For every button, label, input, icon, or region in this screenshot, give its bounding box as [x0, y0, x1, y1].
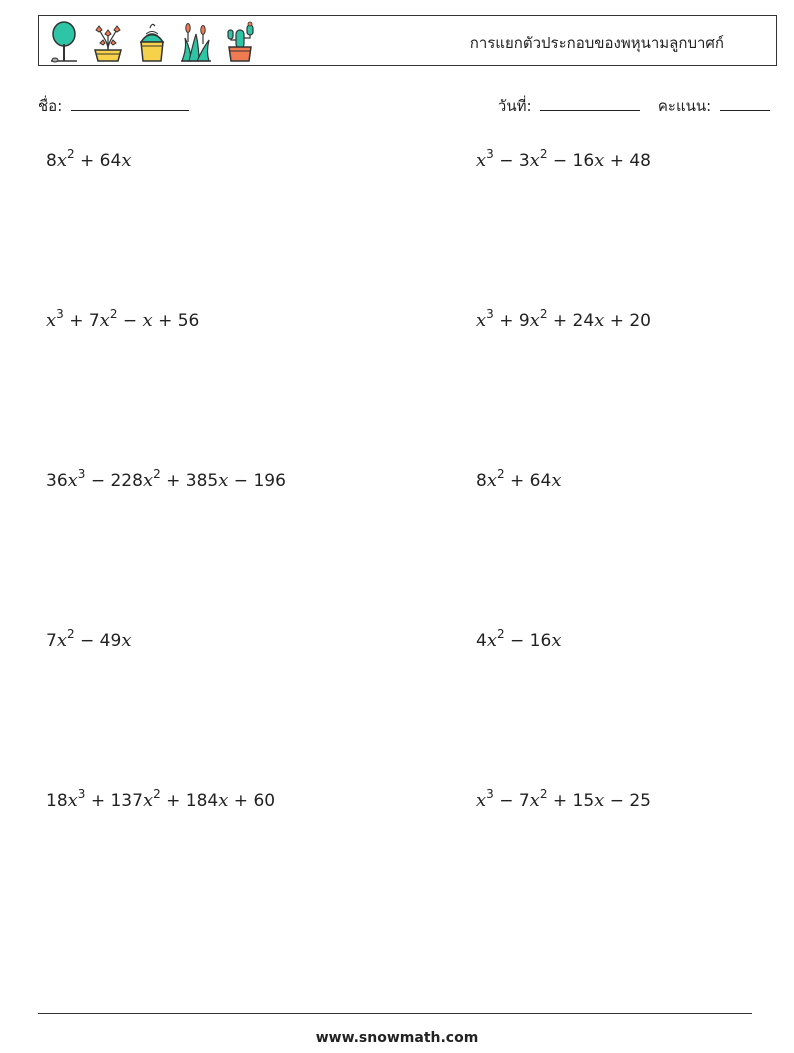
date-label: วันที่:: [497, 97, 532, 115]
math-term: 18: [46, 791, 68, 811]
math-variable: x: [529, 790, 540, 811]
math-term: 36: [46, 471, 68, 491]
math-term: − 196: [228, 471, 286, 491]
math-term: 4: [476, 631, 487, 651]
math-term: 8: [476, 471, 487, 491]
math-term: − 49: [74, 631, 122, 651]
math-variable: x: [218, 470, 229, 491]
math-term: − 16: [504, 631, 552, 651]
math-variable: x: [551, 470, 562, 491]
math-term: + 24: [547, 311, 595, 331]
problem-7: [46, 627, 132, 651]
math-variable: x: [594, 790, 605, 811]
name-field: [38, 94, 189, 118]
math-variable: x: [67, 790, 78, 811]
worksheet-title: การแยกตัวประกอบของพหุนามลูกบาศก์: [469, 34, 724, 52]
score-label: คะแนน:: [657, 97, 712, 115]
math-term: 7: [46, 631, 57, 651]
date-blank[interactable]: [540, 96, 640, 111]
math-term: − 3: [493, 151, 530, 171]
math-term: + 7: [63, 311, 100, 331]
problem-5: [46, 467, 286, 491]
math-variable: x: [486, 470, 497, 491]
math-exponent: 2: [109, 307, 118, 321]
math-term: − 7: [493, 791, 530, 811]
math-exponent: 2: [539, 307, 548, 321]
math-variable: x: [99, 310, 110, 331]
math-variable: x: [142, 790, 154, 811]
math-exponent: 2: [539, 147, 548, 161]
math-variable: x: [218, 790, 229, 811]
footer-divider: [38, 1013, 752, 1014]
math-term: + 64: [504, 471, 552, 491]
math-term: + 20: [604, 311, 651, 331]
problem-8: [476, 627, 562, 651]
math-term: + 385: [160, 471, 219, 491]
math-variable: x: [486, 630, 497, 651]
math-term: + 64: [74, 151, 122, 171]
math-exponent: 2: [66, 627, 75, 641]
math-variable: x: [476, 150, 487, 171]
plant-pot-icon: [135, 20, 169, 64]
math-exponent: 2: [496, 627, 505, 641]
math-term: + 15: [547, 791, 595, 811]
cactus-icon: [223, 20, 257, 64]
math-exponent: 2: [539, 787, 548, 801]
math-term: − 228: [85, 471, 143, 491]
math-variable: x: [121, 630, 132, 651]
math-exponent: 3: [77, 467, 86, 481]
math-term: + 60: [228, 791, 276, 811]
problem-2: [476, 147, 651, 171]
math-variable: x: [46, 310, 57, 331]
footer-site-link[interactable]: www.snowmath.com: [315, 1030, 479, 1046]
name-label: ชื่อ:: [38, 97, 63, 115]
date-score-fields: [498, 94, 770, 118]
math-variable: x: [529, 310, 540, 331]
math-variable: x: [56, 150, 67, 171]
header-box: [38, 15, 777, 66]
problem-4: [476, 307, 651, 331]
math-term: − 25: [604, 791, 651, 811]
problem-9: [46, 787, 276, 811]
math-term: + 56: [152, 311, 200, 331]
math-variable: x: [121, 150, 132, 171]
math-exponent: 3: [56, 307, 64, 321]
problem-1: [46, 147, 132, 171]
math-term: 8: [46, 151, 57, 171]
math-exponent: 2: [66, 147, 75, 161]
math-exponent: 2: [496, 467, 505, 481]
math-variable: x: [56, 630, 67, 651]
math-variable: x: [142, 310, 153, 331]
tree-icon: [47, 20, 81, 64]
math-exponent: 3: [486, 307, 494, 321]
math-variable: x: [142, 470, 154, 491]
math-variable: x: [551, 630, 562, 651]
math-exponent: 2: [153, 787, 161, 801]
math-variable: x: [594, 150, 605, 171]
name-blank[interactable]: [71, 96, 189, 111]
problem-10: [476, 787, 651, 811]
math-term: −: [117, 311, 143, 331]
problem-3: [46, 307, 200, 331]
math-term: + 48: [604, 151, 651, 171]
flower-pot-icon: [91, 20, 125, 64]
math-exponent: 3: [486, 147, 494, 161]
math-exponent: 3: [486, 787, 494, 801]
math-variable: x: [476, 790, 487, 811]
grass-icon: [179, 20, 213, 64]
header-icons: [47, 20, 257, 64]
math-term: − 16: [547, 151, 595, 171]
math-exponent: 2: [153, 467, 161, 481]
math-variable: x: [594, 310, 605, 331]
math-term: + 184: [160, 791, 219, 811]
problem-6: [476, 467, 562, 491]
score-blank[interactable]: [720, 96, 770, 111]
math-variable: x: [476, 310, 487, 331]
math-variable: x: [67, 470, 78, 491]
math-term: + 137: [85, 791, 143, 811]
math-variable: x: [529, 150, 540, 171]
math-exponent: 3: [77, 787, 86, 801]
math-term: + 9: [493, 311, 530, 331]
